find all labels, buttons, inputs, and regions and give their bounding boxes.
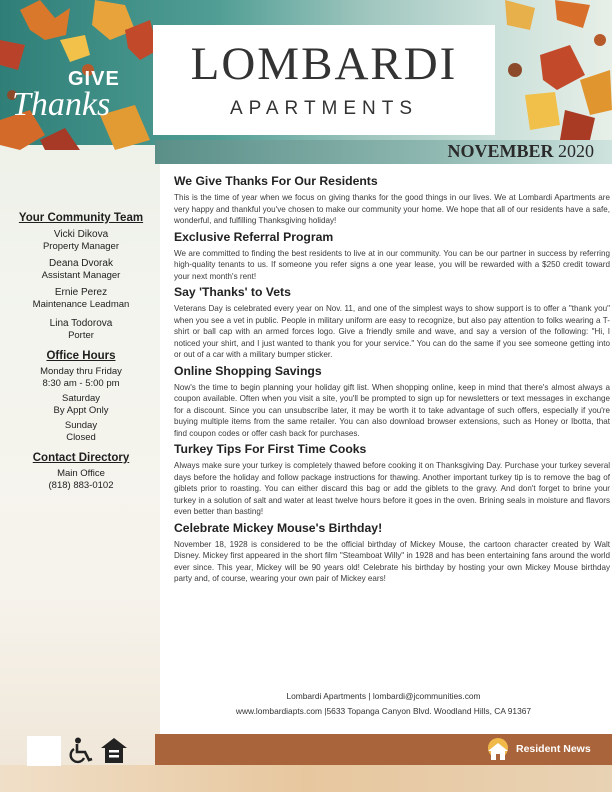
masthead (153, 25, 495, 135)
article-title: Say 'Thanks' to Vets (174, 285, 291, 299)
article (174, 285, 610, 361)
page-subtitle: APARTMENTS (229, 98, 419, 119)
article-body: Veterans Day is celebrated every year on Nov. 11, and one of the simplest ways to show support is to offer a "thank you" when you see a vet in public. People in military uniform are easy to recognize, but also pay attention to folks wearing a T-shirt or ball cap with an armed forces logo. Give a friendly smile and wave, and say a version of the following: "Hi, I noticed your shirt, and I just wanted to thank you for your service." You can do the same if you see someone getting into or out of a car with a military bumper sticker. (174, 304, 610, 359)
house-sun-icon (483, 737, 513, 763)
article (174, 521, 610, 585)
issue-date-bar (155, 140, 612, 164)
blank-logo-box (27, 736, 61, 766)
article-body: Now's the time to begin planning your holiday gift list. When shopping online, keep in mind that there's almost always a coupon available. Often when you visit a site, you'll be prompted to sign up for newsletters or text messages in exchange for a discount. Since you can unsubscribe later, it may be worth it to take advantage of such offers, especially if you're buying multiple items from the same retailer. You can also download browser extensions, such as Honey or Ibotta, that find coupon codes or offer cash back for purchases. (174, 382, 610, 438)
contact-phone: (818) 883-0102 (48, 480, 114, 491)
hours-heading: Office Hours (46, 350, 116, 362)
team-heading: Your Community Team (18, 212, 144, 224)
hours-line: Closed (66, 432, 96, 443)
hours-line: By Appt Only (53, 405, 109, 416)
contact-heading: Contact Directory (32, 452, 130, 464)
issue-month: NOVEMBER (447, 141, 554, 161)
issue-date (447, 141, 594, 162)
article (174, 230, 610, 283)
hours-line: Monday thru Friday (40, 366, 122, 377)
hours-line: Sunday (64, 420, 98, 431)
team-member-role: Property Manager (42, 241, 120, 252)
article-body: We are committed to finding the best residents to live at in our community. You can be our partner in success by referring high-quality tenants to us. If someone you refer signs a one year lease, you will be rewarded with a $250 credit toward your next month's rent! (174, 248, 610, 281)
wheelchair-accessible-icon (68, 737, 94, 765)
article-title: Online Shopping Savings (174, 363, 322, 378)
page-title: LOMBARDI (190, 38, 458, 90)
give-thanks-badge (4, 58, 144, 138)
article-body: This is the time of year when we focus on giving thanks for the good things in our lives. We at Lombardi Apartments are very happy and thankful you've chosen to make our community your home. We hope that all of our residents have a safe, wonderful, and fulfilling Thanksgiving holiday! (174, 193, 610, 225)
articles (174, 174, 610, 588)
thanks-text: Thanks (12, 86, 111, 123)
give-text: GIVE (68, 68, 120, 90)
article-title: Celebrate Mickey Mouse's Birthday! (174, 520, 383, 535)
team-member-name: Lina Todorova (49, 318, 113, 329)
team-member-role: Maintenance Leadman (32, 299, 130, 310)
article-body: Always make sure your turkey is completely thawed before cooking it on Thanksgiving Day. Purchase your turkey several days before the holiday and follow package instructions for thawing. Another important turkey tip is to remove the bag of giblets prior to roasting. You can either discard this bag or add the giblets to the gravy. And don't forget to brine your turkey in a solution of salt and water at least twelve hours before it goes in the oven. Brining seals in moisture and flavors even better than basting! (174, 461, 610, 516)
footer-address: www.lombardiapts.com |5633 Topanga Canyon Blvd. Woodland Hills, CA 91367 (235, 706, 532, 716)
article (174, 364, 610, 440)
hours-line: Saturday (61, 393, 101, 404)
equal-housing-icon (100, 737, 128, 765)
article-title: Exclusive Referral Program (174, 229, 334, 244)
resident-news-logo (480, 736, 612, 764)
article-title: Turkey Tips For First Time Cooks (174, 442, 367, 456)
article (174, 174, 610, 227)
team-member-role: Porter (68, 330, 94, 341)
team-member-name: Vicki Dikova (53, 229, 109, 240)
resident-news-text: Resident News (516, 743, 591, 755)
article-body: November 18, 1928 is considered to be the official birthday of Mickey Mouse, the cartoon character created by Walt Disney. Mickey first appeared in the short film "Steamboat Willy" in 1928 and has been entertaining fans around the world ever since. This year, Mickey will be 90 years old! Celebrate his birthday by hosting your own Mickey Mouse birthday party and, of course, wearing your own pair of Mickey ears! (174, 539, 610, 583)
team-member-role: Assistant Manager (41, 270, 121, 281)
footer-contact: Lombardi Apartments | lombardi@jcommunities.com (286, 691, 481, 701)
hours-line: 8:30 am - 5:00 pm (42, 378, 120, 389)
team-member-name: Deana Dvorak (49, 258, 113, 269)
bottom-background (0, 765, 612, 792)
contact-line: Main Office (57, 468, 105, 479)
sidebar (8, 212, 154, 492)
article (174, 442, 610, 518)
article-title: We Give Thanks For Our Residents (174, 174, 378, 188)
team-member-name: Ernie Perez (54, 287, 108, 298)
issue-year: 2020 (558, 141, 594, 161)
autumn-leaves-decoration-right (495, 0, 612, 140)
